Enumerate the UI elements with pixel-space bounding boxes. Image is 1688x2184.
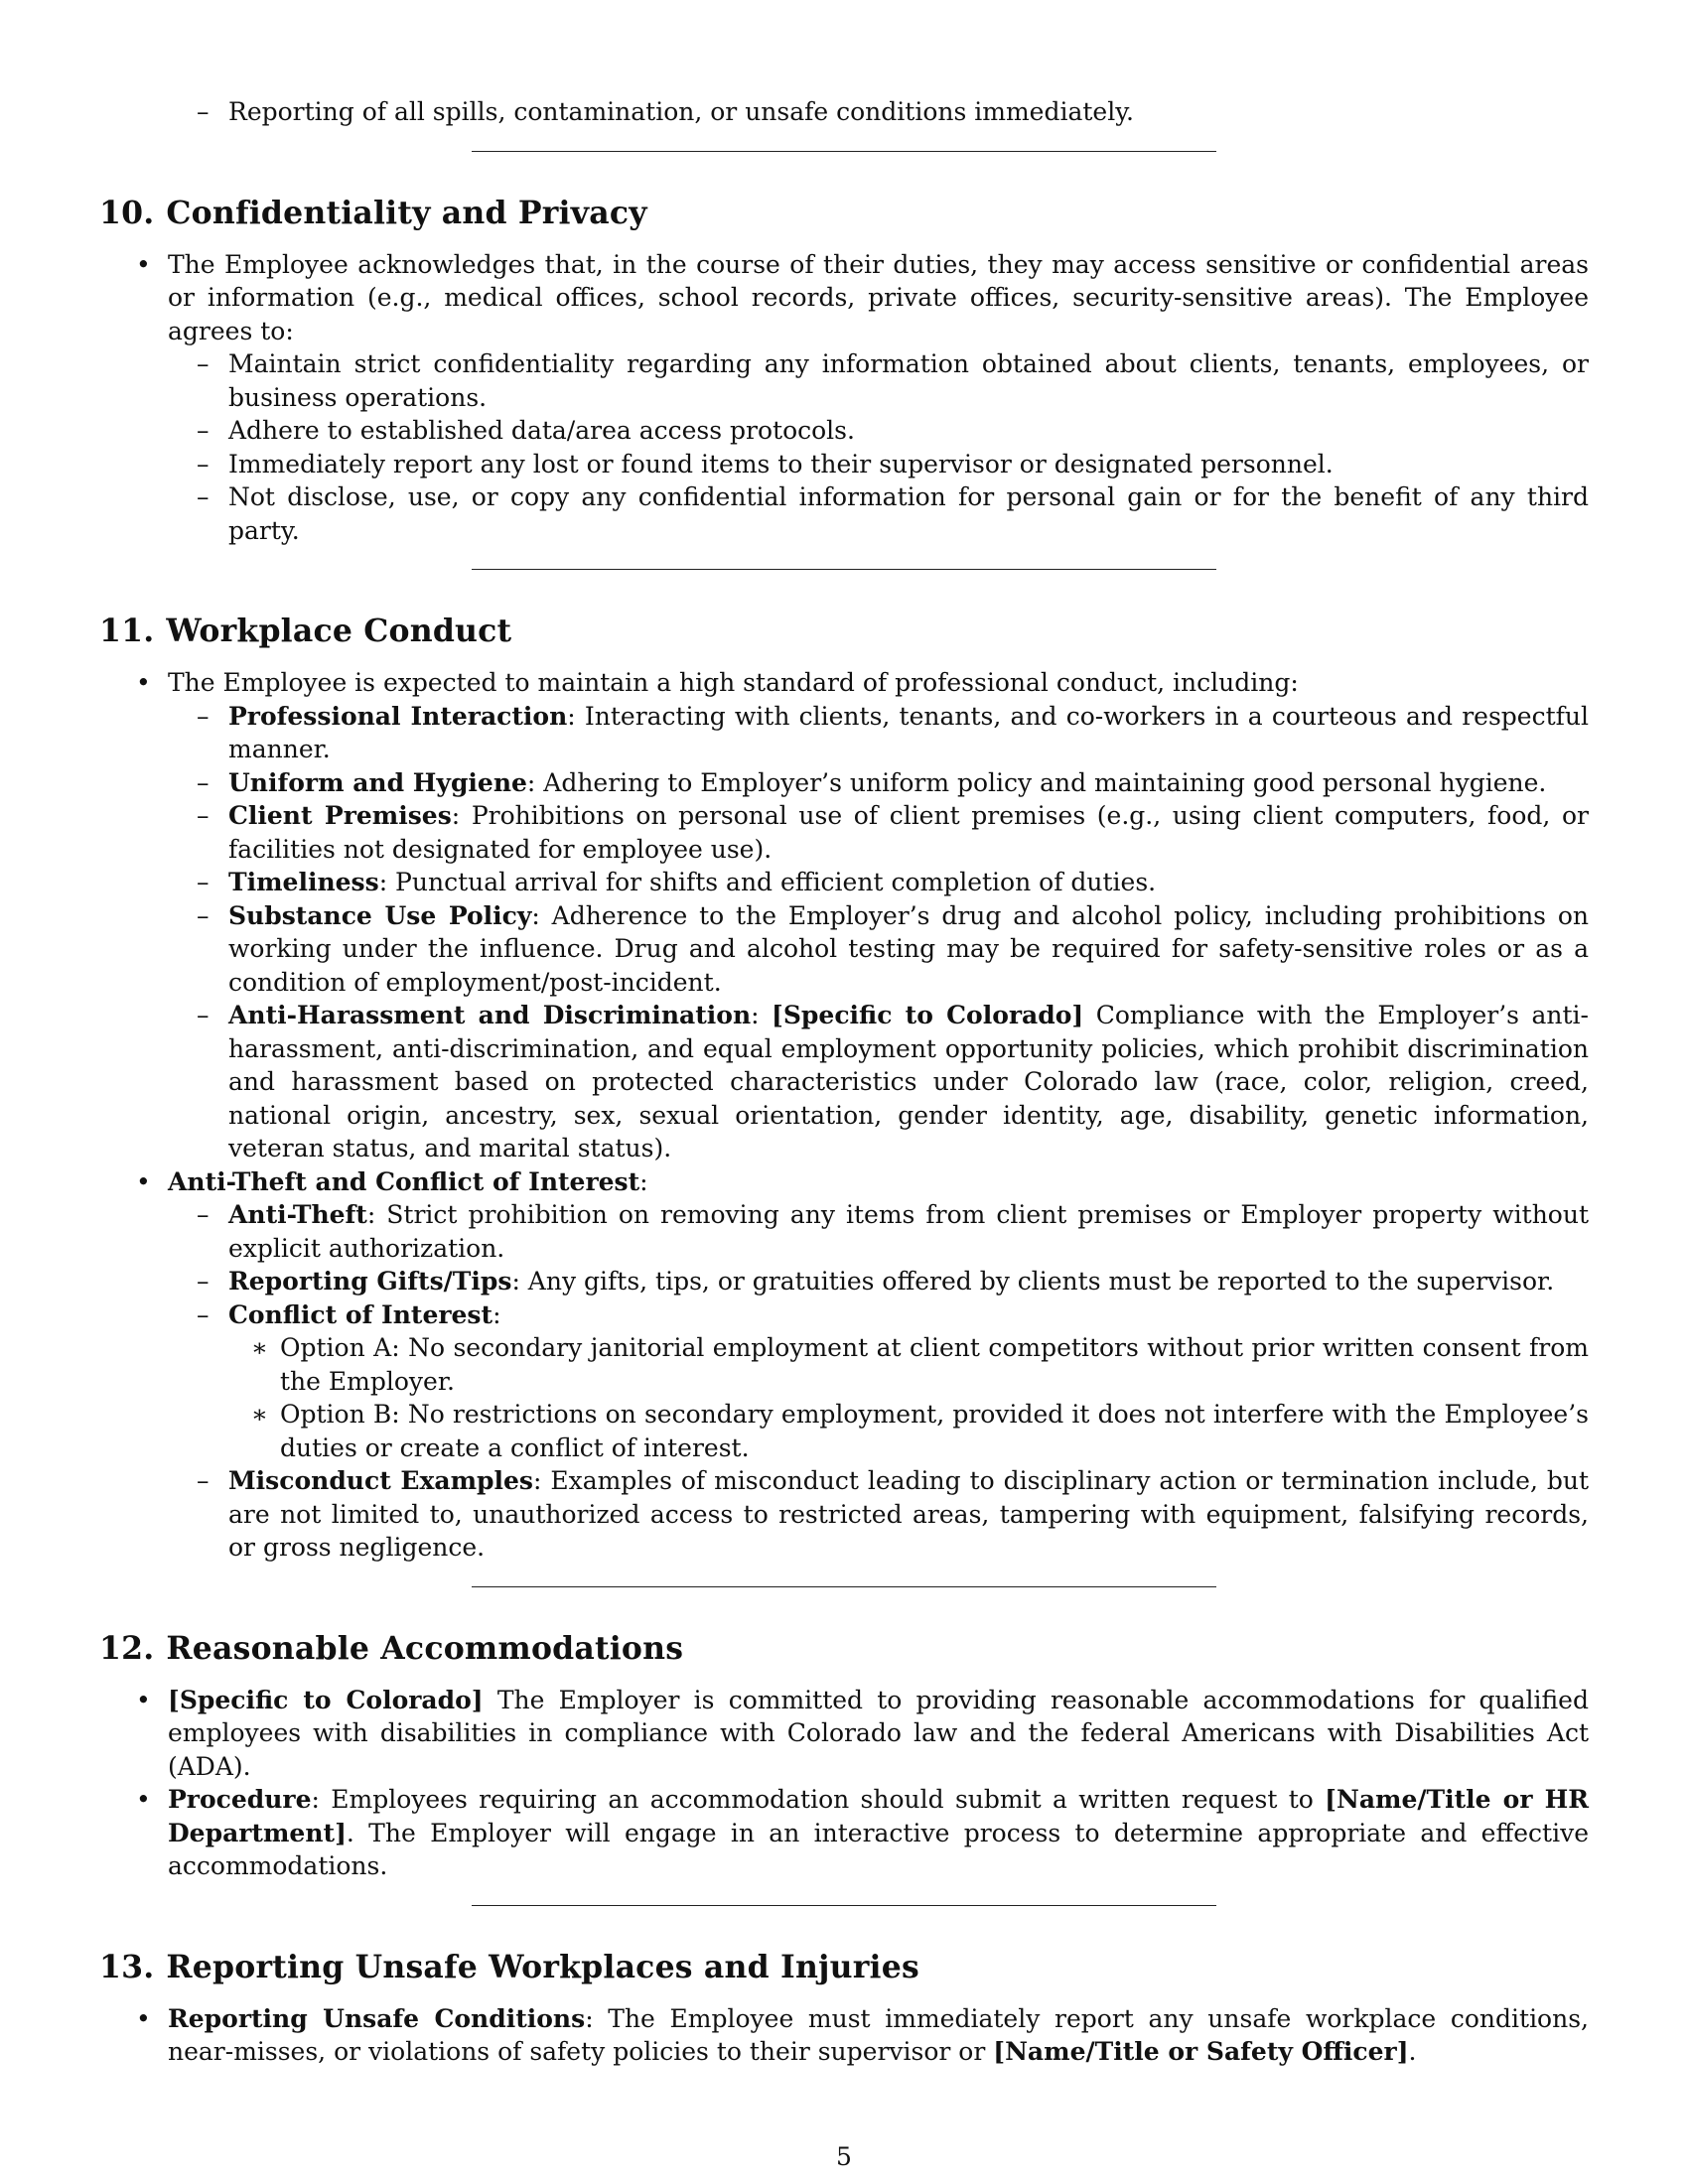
bullet-item: • [Specific to Colorado] The Employer is committed to providing reasonable accommodations for qualified employees with disabilities in compliance with Colorado law and the federal Americans with Disabilities Act (ADA). (99, 1684, 1589, 1784)
list-item: – Immediately report any lost or found items to their supervisor or designated personnel. (99, 448, 1589, 481)
list-item: – Misconduct Examples: Examples of misconduct leading to disciplinary action or termination include, but are not limited to, unauthorized access to restricted areas, tampering with equipment, falsifying records, or gross negligence. (99, 1464, 1589, 1565)
list-item: – Not disclose, use, or copy any confidential information for personal gain or for the benefit of any third party. (99, 480, 1589, 547)
bullet-item: • The Employee is expected to maintain a high standard of professional conduct, including: (99, 666, 1589, 700)
list-item: – Substance Use Policy: Adherence to the Employer’s drug and alcohol policy, including prohibitions on working under the influence. Drug and alcohol testing may be required for safety-sensitive roles or as a condition of employment/post-incident. (99, 899, 1589, 1000)
list-item: – Uniform and Hygiene: Adhering to Employer’s uniform policy and maintaining good personal hygiene. (99, 766, 1589, 800)
sub-list-item: ∗ Option A: No secondary janitorial employment at client competitors without prior written consent from the Employer. (99, 1331, 1589, 1398)
list-item: – Adhere to established data/area access protocols. (99, 414, 1589, 448)
section-heading-13: 13. Reporting Unsafe Workplaces and Injuries (99, 1948, 919, 1985)
list-item: – Anti-Theft: Strict prohibition on removing any items from client premises or Employer property without explicit authorization. (99, 1198, 1589, 1265)
document-page (99, 95, 1589, 2069)
section-heading-11: 11. Workplace Conduct (99, 613, 512, 649)
section-divider (472, 1905, 1216, 1906)
list-item: – Maintain strict confidentiality regarding any information obtained about clients, tenants, employees, or business operations. (99, 347, 1589, 414)
section-divider (472, 1586, 1216, 1587)
page-number: 5 (836, 2142, 852, 2171)
list-item: – Client Premises: Prohibitions on personal use of client premises (e.g., using client computers, food, or facilities not designated for employee use). (99, 799, 1589, 866)
section-heading-12: 12. Reasonable Accommodations (99, 1629, 684, 1667)
bullet-item: • Procedure: Employees requiring an accommodation should submit a written request to [Name/Title or HR Department]. The Employer will engage in an interactive process to determine appropriate and effective accommodations. (99, 1783, 1589, 1883)
list-item: – Reporting of all spills, contamination, or unsafe conditions immediately. (99, 95, 1589, 129)
bullet-item: • The Employee acknowledges that, in the course of their duties, they may access sensitive or confidential areas or information (e.g., medical offices, school records, private offices, security-sensitive areas). The Employee agrees to: (99, 248, 1589, 348)
list-item: – Reporting Gifts/Tips: Any gifts, tips, or gratuities offered by clients must be reported to the supervisor. (99, 1265, 1589, 1298)
sub-list-item: ∗ Option B: No restrictions on secondary employment, provided it does not interfere with the Employee’s duties or create a conflict of interest. (99, 1398, 1589, 1464)
bullet-item: • Reporting Unsafe Conditions: The Employee must immediately report any unsafe workplace conditions, near-misses, or violations of safety policies to their supervisor or [Name/Title or Safety Officer]. (99, 2002, 1589, 2069)
list-item: – Anti-Harassment and Discrimination: [Specific to Colorado] Compliance with the Employer’s anti-harassment, anti-discrimination, and equal employment opportunity policies, which prohibit discrimination and harassment based on protected characteristics under Colorado law (race, color, religion, creed, national origin, ancestry, sex, sexual orientation, gender identity, age, disability, genetic information, veteran status, and marital status). (99, 999, 1589, 1165)
bullet-item: • Anti-Theft and Conflict of Interest: (99, 1165, 1589, 1199)
section-divider (472, 151, 1216, 152)
section-heading-10: 10. Confidentiality and Privacy (99, 194, 647, 231)
list-item: – Conflict of Interest: (99, 1298, 1589, 1332)
section-divider (472, 569, 1216, 570)
list-item: – Professional Interaction: Interacting with clients, tenants, and co-workers in a courteous and respectful manner. (99, 700, 1589, 766)
list-item: – Timeliness: Punctual arrival for shifts and efficient completion of duties. (99, 866, 1589, 899)
